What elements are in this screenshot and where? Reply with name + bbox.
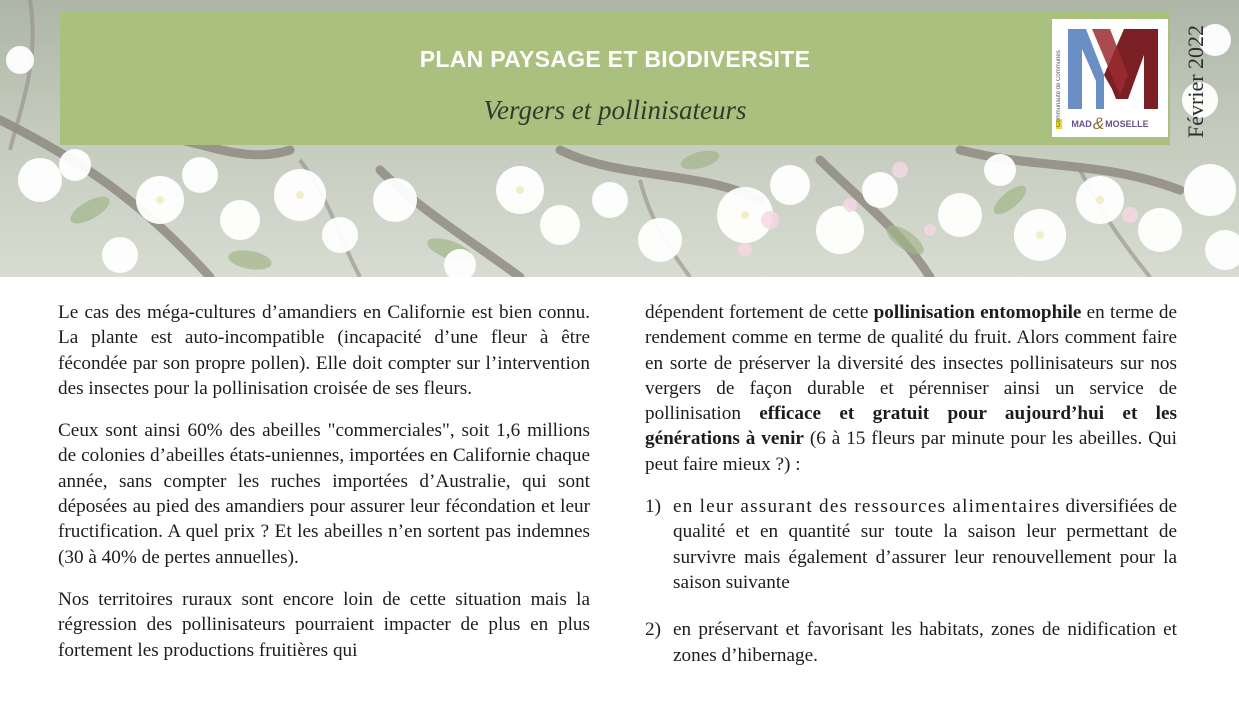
text-span: en terme de rendement comme en terme de qualité du fruit. Alors comment faire en sorte de préserver la diversité des insectes pollinisateurs sur nos vergers de façon durable et pérenniser ainsi un service de pollinisation (645, 302, 1177, 425)
list-text-first-line: en préservant et favorisant les habitats, zones de (673, 619, 1061, 641)
logo-brand-left: MAD (1071, 119, 1092, 129)
logo-brand (1056, 115, 1164, 133)
text-span: dépendent fortement de cette (645, 302, 874, 323)
page-subtitle: Vergers et pollinisateurs (483, 95, 747, 125)
list-item-2 (645, 617, 1177, 668)
list-text (673, 617, 1177, 668)
list-number: 2) (645, 619, 661, 641)
paragraph-rural-territories: Nos territoires ruraux sont encore loin de cette situation mais la régression des pollinisateurs pourraient impacter de plus en plus fortement les productions fruitières qui (58, 588, 590, 661)
paragraph-almond-california: Le cas des méga-cultures d’amandiers en Californie est bien connu. La plante est auto-incompatible (incapacité d’une fleur à être fécondée par son propre pollen). Elle doit compter sur l’intervention des insectes pour la pollinisation croisée de ses fleurs. (58, 302, 590, 399)
left-column (58, 300, 590, 673)
list-text-rest: nidification et zones d’hibernage. (673, 619, 1177, 666)
list-text-rest: diversifiées de qualité et en quantité sur toute la saison leur permettant de survivre mais également d’assurer leur renouvellement pour la saison suivante (673, 496, 1177, 593)
logo-brand-right: MOSELLE (1105, 119, 1149, 129)
logo-brand-amp: & (1092, 114, 1105, 133)
bold-pollinisation-entomophile: pollinisation entomophile (873, 302, 1082, 323)
list-text (673, 494, 1177, 595)
list-number: 1) (645, 496, 661, 518)
mad-moselle-logo (1052, 19, 1168, 137)
logo-vertical-text: Communauté de Communes (1056, 50, 1062, 127)
list-text-first-line: en leur assurant des ressources alimentaires (673, 496, 1061, 518)
list-item-1 (645, 494, 1177, 595)
right-column (645, 300, 1177, 678)
page-title: PLAN PAYSAGE ET BIODIVERSITE (419, 46, 811, 72)
text-span: (6 à 15 fleurs par minute pour les abeilles. Qui peut faire mieux ?) : (645, 428, 1177, 475)
title-band (60, 12, 1170, 145)
publication-date: Février 2022 (1183, 24, 1208, 138)
bold-efficace-gratuit: efficace et gratuit pour aujourd’hui et les générations à venir (645, 403, 1177, 450)
paragraph-commercial-bees: Ceux sont ainsi 60% des abeilles "commerciales", soit 1,6 millions de colonies d’abeilles états-uniennes, importées en Californie chaque année, sans compter les ruches importées d’Australie, qui sont déposées au pied des amandiers pour assurer leur fécondation et leur fructification. A quel prix ? Et les abeilles n’en sortent pas indemnes (30 à 40% de pertes annuelles). (58, 420, 590, 568)
paragraph-entomophilous-pollination (645, 300, 1177, 477)
